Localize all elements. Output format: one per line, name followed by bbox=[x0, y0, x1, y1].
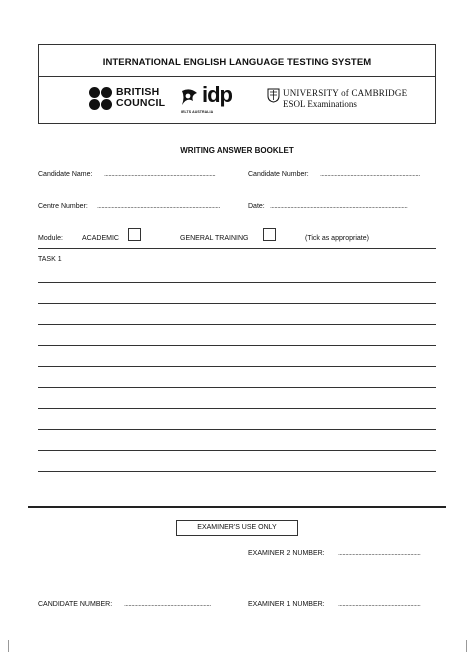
examiner2-number-label: EXAMINER 2 NUMBER: bbox=[248, 550, 325, 557]
header-divider bbox=[39, 76, 435, 77]
british-council-logo-text: BRITISH COUNCIL bbox=[116, 86, 166, 109]
date-label: Date: bbox=[248, 203, 265, 210]
examiner2-number-field[interactable]: ......................................................... bbox=[338, 550, 421, 557]
writing-line[interactable] bbox=[38, 429, 436, 430]
cambridge-logo-line1: UNIVERSITY of CAMBRIDGE bbox=[283, 88, 408, 98]
writing-line[interactable] bbox=[38, 324, 436, 325]
writing-line[interactable] bbox=[38, 408, 436, 409]
writing-line[interactable] bbox=[38, 282, 436, 283]
writing-line[interactable] bbox=[38, 366, 436, 367]
writing-line[interactable] bbox=[38, 345, 436, 346]
idp-logo-text: idp bbox=[202, 82, 232, 107]
general-training-label: GENERAL TRAINING bbox=[180, 235, 249, 242]
date-field[interactable]: ............................................................................................... bbox=[270, 203, 408, 210]
task-label: TASK 1 bbox=[38, 256, 62, 263]
examiner1-number-field[interactable]: ......................................................... bbox=[338, 601, 421, 608]
crop-mark bbox=[8, 640, 9, 652]
header-title: INTERNATIONAL ENGLISH LANGUAGE TESTING SYSTEM bbox=[102, 57, 372, 68]
idp-logo-mark-icon bbox=[179, 87, 201, 109]
cambridge-logo-line2: ESOL Examinations bbox=[283, 99, 357, 109]
candidate-number-field[interactable]: ..................................................................... bbox=[320, 171, 420, 178]
idp-logo-subtext: IELTS AUSTRALIA bbox=[181, 110, 214, 114]
writing-line[interactable] bbox=[38, 471, 436, 472]
writing-line[interactable] bbox=[38, 303, 436, 304]
module-divider bbox=[38, 248, 436, 249]
academic-label: ACADEMIC bbox=[82, 235, 119, 242]
candidate-number-label: Candidate Number: bbox=[248, 171, 309, 178]
candidate-name-label: Candidate Name: bbox=[38, 171, 93, 178]
candidate-number-caps-field[interactable]: ............................................................ bbox=[124, 601, 211, 608]
cambridge-crest-icon bbox=[267, 88, 280, 103]
examiner1-number-label: EXAMINER 1 NUMBER: bbox=[248, 601, 325, 608]
british-council-logo-dots bbox=[89, 87, 113, 111]
writing-line[interactable] bbox=[38, 387, 436, 388]
centre-number-field[interactable]: ..................................................................................... bbox=[97, 203, 220, 210]
centre-number-label: Centre Number: bbox=[38, 203, 88, 210]
module-label: Module: bbox=[38, 235, 63, 242]
tick-note: (Tick as appropriate) bbox=[305, 235, 369, 242]
examiner-section-divider bbox=[28, 506, 446, 508]
academic-checkbox[interactable] bbox=[128, 228, 141, 241]
writing-line[interactable] bbox=[38, 450, 436, 451]
header-box bbox=[38, 44, 436, 124]
candidate-name-field[interactable]: ............................................................................. bbox=[104, 171, 216, 178]
booklet-title: WRITING ANSWER BOOKLET bbox=[180, 146, 294, 155]
candidate-number-caps-label: CANDIDATE NUMBER: bbox=[38, 601, 113, 608]
general-training-checkbox[interactable] bbox=[263, 228, 276, 241]
crop-mark bbox=[466, 640, 467, 652]
examiners-use-only-box: EXAMINER'S USE ONLY bbox=[176, 520, 298, 536]
